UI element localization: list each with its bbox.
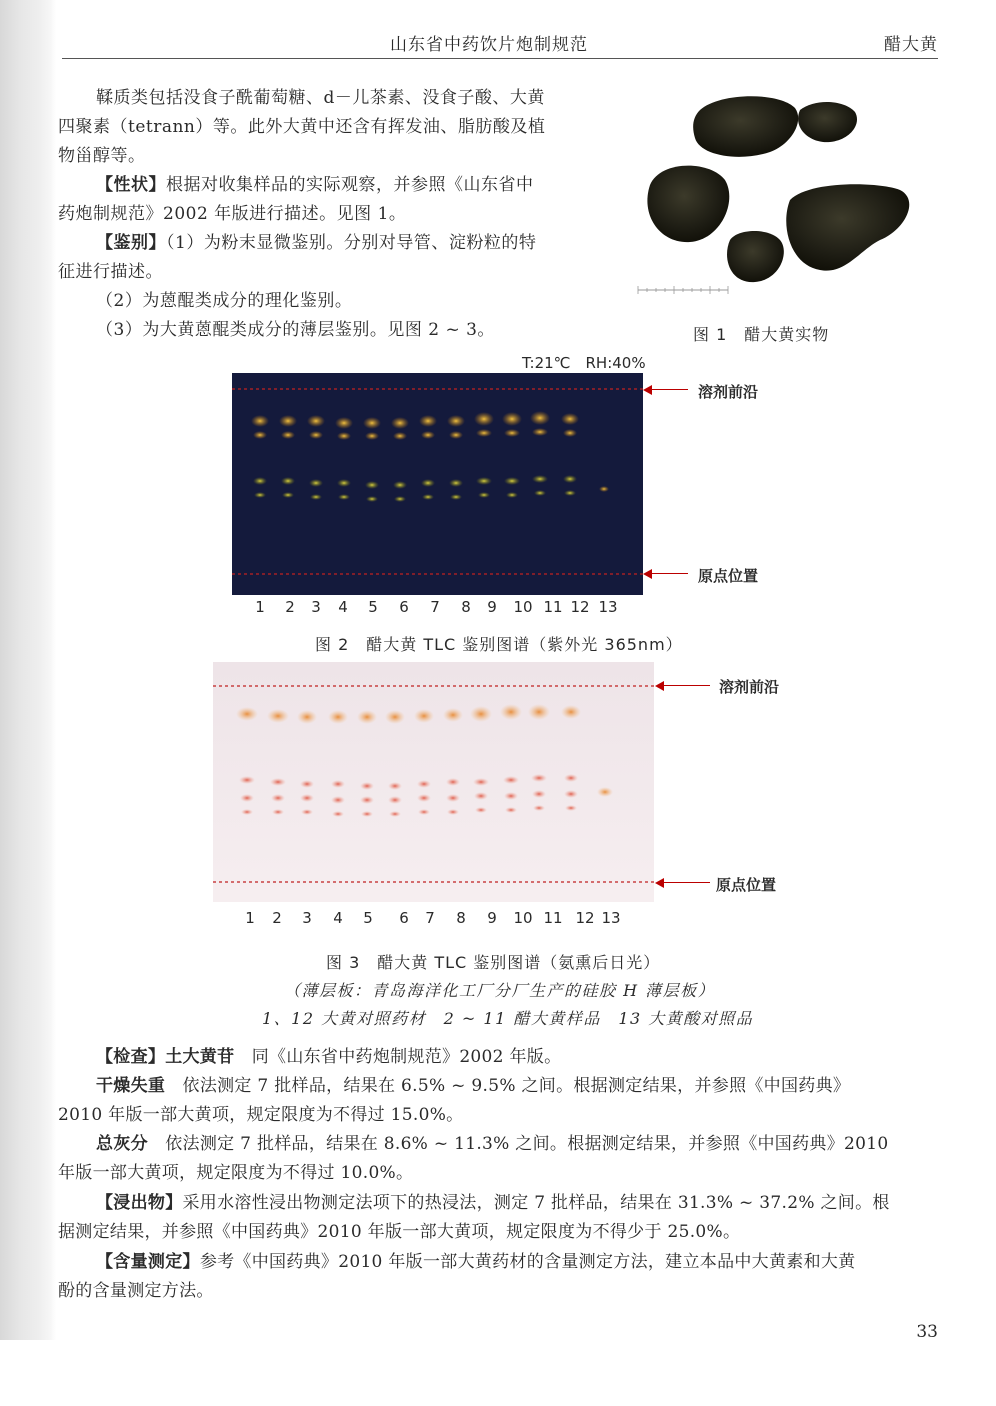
uv-lane-number: 11 <box>543 598 563 616</box>
figure-3-plate-note: （薄层板：青岛海洋化工厂分厂生产的硅胶 H 薄层板） <box>284 981 716 1000</box>
jinchu-label: 【浸出物】 <box>96 1193 183 1213</box>
jinchu-text-2: 据测定结果，并参照《中国药典》2010 年版一部大黄项，规定限度为不得少于 25.0%。 <box>58 1222 741 1242</box>
uv-lane-number: 10 <box>513 598 533 616</box>
daylight-lane-number: 5 <box>363 909 373 927</box>
header-rule <box>62 58 938 59</box>
tlc-plate-uv <box>232 373 643 595</box>
xingzhuang-line-2: 药炮制规范》2002 年版进行描述。见图 1。 <box>58 204 407 224</box>
figure-3-caption: 图 3 醋大黄 TLC 鉴别图谱（氨熏后日光） <box>326 953 661 972</box>
daylight-lane-number: 10 <box>513 909 533 927</box>
intro-line-2: 四聚素（tetrann）等。此外大黄中还含有挥发油、脂肪酸及植 <box>58 117 546 137</box>
daylight-lane-number: 6 <box>399 909 409 927</box>
uv-lane-number: 8 <box>461 598 471 616</box>
figure-2-conditions: T:21℃ RH:40% <box>522 354 646 372</box>
hanliang-text-1: 参考《中国药典》2010 年版一部大黄药材的含量测定方法，建立本品中大黄素和大黄 <box>199 1252 856 1272</box>
uv-lane-number: 13 <box>598 598 618 616</box>
daylight-lane-number: 13 <box>601 909 621 927</box>
uv-lane-number: 9 <box>487 598 497 616</box>
daylight-lane-number: 7 <box>425 909 435 927</box>
daylight-lane-number: 9 <box>487 909 497 927</box>
daylight-lane-number: 4 <box>333 909 343 927</box>
jiancha-paragraph <box>58 1043 938 1072</box>
daylight-lane-number: 12 <box>575 909 595 927</box>
jinchu-paragraph <box>58 1189 938 1218</box>
daylight-origin-arrow-line <box>664 882 710 883</box>
daylight-lane-number: 1 <box>245 909 255 927</box>
rhubarb-slices-photo <box>630 90 930 302</box>
scan-gutter-end <box>0 1340 56 1406</box>
daylight-solvent-front-label: 溶剂前沿 <box>719 678 780 696</box>
uv-lane-number: 2 <box>285 598 295 616</box>
jiancha-text: 同《山东省中药炮制规范》2002 年版。 <box>251 1047 562 1067</box>
running-header-section: 醋大黄 <box>884 35 938 55</box>
uv-lane-number: 7 <box>430 598 440 616</box>
daylight-lane-number: 11 <box>543 909 563 927</box>
intro-line-1: 鞣质类包括没食子酰葡萄糖、d－儿茶素、没食子酸、大黄 <box>96 88 545 108</box>
ganzao-label: 干燥失重 <box>96 1076 166 1096</box>
intro-line-3: 物甾醇等。 <box>58 146 146 166</box>
xingzhuang-paragraph <box>96 171 534 200</box>
daylight-origin-label: 原点位置 <box>716 876 777 894</box>
zonghui-label: 总灰分 <box>96 1134 148 1154</box>
xingzhuang-text: 根据对收集样品的实际观察，并参照《山东省中 <box>166 175 534 195</box>
uv-lane-number: 6 <box>399 598 409 616</box>
jianbie-label: 【鉴别】 <box>96 233 166 253</box>
jiancha-label: 【检查】土大黄苷 <box>96 1047 235 1067</box>
daylight-lane-number: 2 <box>272 909 282 927</box>
daylight-lane-number: 3 <box>302 909 312 927</box>
jianbie-item-3: （3）为大黄蒽醌类成分的薄层鉴别。见图 2 ~ 3。 <box>96 320 495 340</box>
daylight-solvent-front-arrow-line <box>664 685 710 686</box>
uv-origin-label: 原点位置 <box>698 567 759 585</box>
uv-origin-arrow-line <box>652 573 688 574</box>
figure-2-caption: 图 2 醋大黄 TLC 鉴别图谱（紫外光 365nm） <box>315 635 683 654</box>
zonghui-text-1: 依法测定 7 批样品，结果在 8.6% ~ 11.3% 之间。根据测定结果，并参照《中国药典》2010 <box>165 1134 889 1154</box>
figure-1-caption: 图 1 醋大黄实物 <box>693 325 830 344</box>
figure-3-lane-legend: 1、12 大黄对照药材 2 ~ 11 醋大黄样品 13 大黄酸对照品 <box>262 1009 754 1028</box>
uv-lane-number: 5 <box>368 598 378 616</box>
daylight-lane-number: 8 <box>456 909 466 927</box>
jianbie-line-2: 征进行描述。 <box>58 262 163 282</box>
daylight-solvent-front-arrow-head <box>655 681 664 691</box>
scan-gutter-shadow <box>0 0 56 1406</box>
jinchu-text-1: 采用水溶性浸出物测定法项下的热浸法，测定 7 批样品，结果在 31.3% ~ 37.2% 之间。根 <box>182 1193 890 1213</box>
uv-solvent-front-label: 溶剂前沿 <box>698 383 759 401</box>
jianbie-item-2: （2）为蒽醌类成分的理化鉴别。 <box>96 291 353 311</box>
jianbie-paragraph <box>96 229 536 258</box>
zonghui-text-2: 年版一部大黄项，规定限度为不得过 10.0%。 <box>58 1163 414 1183</box>
xingzhuang-label: 【性状】 <box>96 175 166 195</box>
uv-lane-number: 4 <box>338 598 348 616</box>
tlc-plate-daylight <box>213 662 654 902</box>
uv-origin-arrow-head <box>643 569 652 579</box>
zonghui-paragraph <box>58 1130 938 1159</box>
uv-solvent-front-arrow-line <box>652 389 688 390</box>
ganzao-text-2: 2010 年版一部大黄项，规定限度为不得过 15.0%。 <box>58 1105 464 1125</box>
uv-lane-number: 3 <box>311 598 321 616</box>
hanliang-text-2: 酚的含量测定方法。 <box>58 1281 214 1301</box>
hanliang-paragraph <box>58 1248 938 1277</box>
jianbie-text: （1）为粉末显微鉴别。分别对导管、淀粉粒的特 <box>166 233 537 253</box>
page-number: 33 <box>916 1322 938 1342</box>
hanliang-label: 【含量测定】 <box>96 1252 200 1272</box>
running-header-title: 山东省中药饮片炮制规范 <box>390 35 588 55</box>
uv-solvent-front-arrow-head <box>643 385 652 395</box>
daylight-origin-arrow-head <box>655 878 664 888</box>
uv-lane-number: 1 <box>255 598 265 616</box>
ganzao-text-1: 依法测定 7 批样品，结果在 6.5% ~ 9.5% 之间。根据测定结果，并参照《中国药典》 <box>182 1076 851 1096</box>
uv-lane-number: 12 <box>570 598 590 616</box>
ganzao-paragraph <box>58 1072 938 1101</box>
